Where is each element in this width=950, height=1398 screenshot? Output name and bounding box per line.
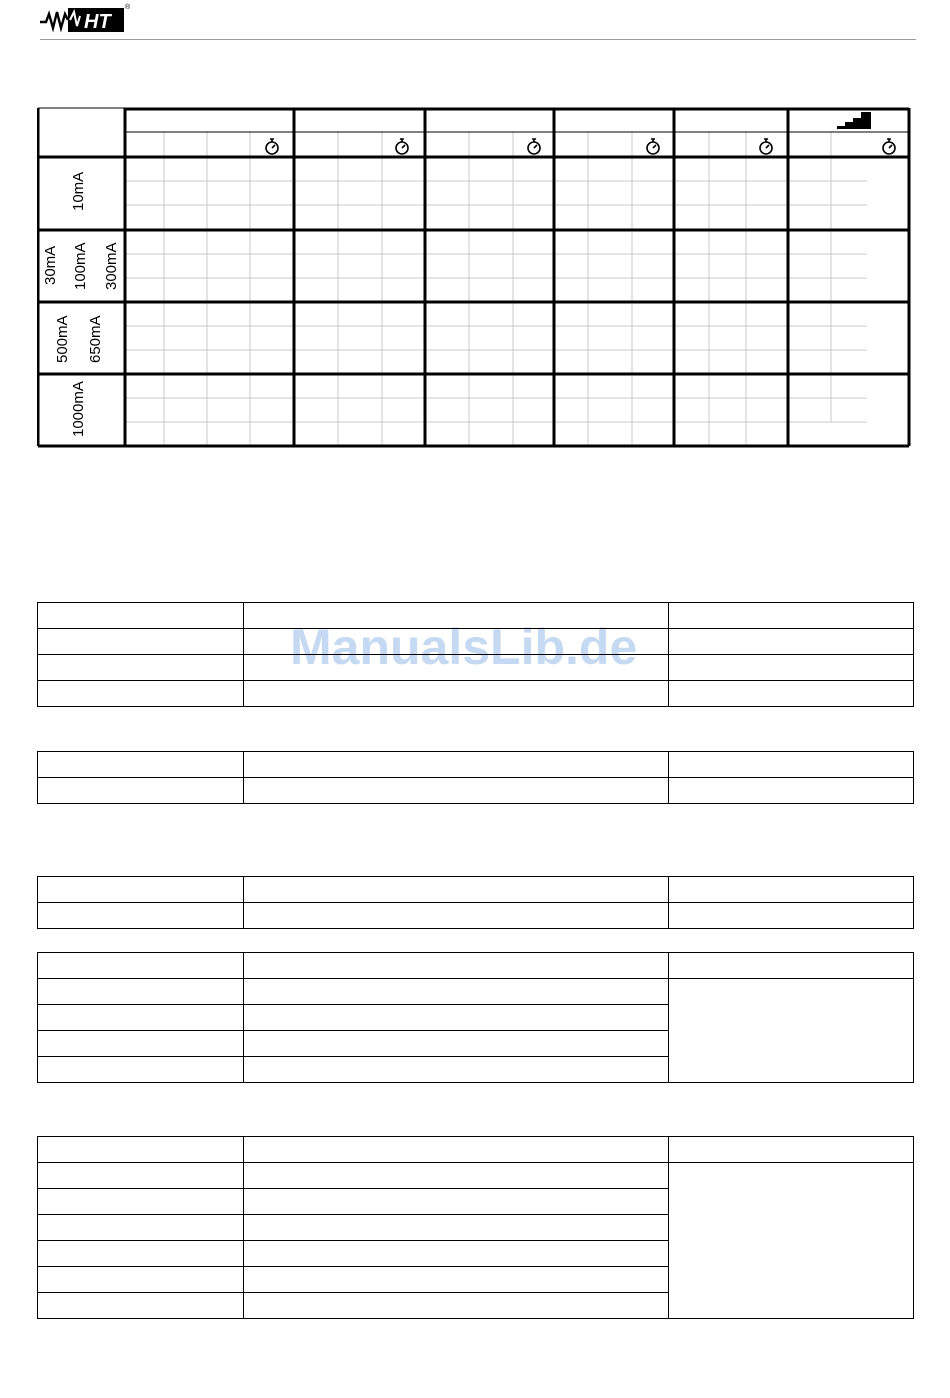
table-cell (38, 1057, 244, 1083)
stopwatch-icon (396, 139, 408, 154)
table-cell (669, 903, 914, 929)
table-cell (244, 1293, 669, 1319)
spec-table-1 (37, 602, 914, 707)
table-cell (38, 1005, 244, 1031)
table-cell (669, 655, 914, 681)
table-row (38, 953, 914, 979)
table-cell (669, 1137, 914, 1163)
watermark: ManualsLib.de (290, 619, 638, 675)
table-cell (38, 603, 244, 629)
stopwatch-icon (528, 139, 540, 154)
table-cell (244, 1005, 669, 1031)
table-cell (244, 877, 669, 903)
table-cell (244, 629, 669, 655)
table-cell (38, 877, 244, 903)
table-cell (38, 681, 244, 707)
header-rule (40, 39, 916, 40)
table-row (38, 629, 914, 655)
table-row (38, 1137, 914, 1163)
stopwatch-icon (647, 139, 659, 154)
page-header (40, 6, 916, 42)
ht-logo (40, 6, 130, 34)
table-cell (244, 681, 669, 707)
table-row (38, 903, 914, 929)
table-cell (669, 752, 914, 778)
table-cell (244, 752, 669, 778)
stopwatch-icon (266, 139, 278, 154)
table-cell (38, 1215, 244, 1241)
table-cell (244, 979, 669, 1005)
row-label-500ma: 500mA (54, 315, 71, 363)
table-row (38, 752, 914, 778)
table-cell (38, 752, 244, 778)
spec-table-4 (37, 952, 914, 1083)
table-cell (669, 603, 914, 629)
table-cell (244, 953, 669, 979)
table-cell (244, 1057, 669, 1083)
table-cell (38, 1031, 244, 1057)
table-cell (244, 1241, 669, 1267)
table-cell (244, 778, 669, 804)
table-cell (244, 655, 669, 681)
row-label-30ma: 30mA (42, 245, 59, 285)
stopwatch-icon (760, 139, 772, 154)
table-row (38, 1163, 914, 1189)
table-cell (244, 1031, 669, 1057)
table-cell (669, 953, 914, 979)
merged-cell (669, 979, 914, 1083)
table-cell (38, 1293, 244, 1319)
logo-box (40, 6, 124, 32)
table-row (38, 979, 914, 1005)
row-label-10ma: 10mA (70, 171, 87, 211)
table-cell (38, 953, 244, 979)
table-cell (38, 1189, 244, 1215)
table-cell (38, 655, 244, 681)
table-cell (38, 778, 244, 804)
row-label-1000ma: 1000mA (70, 381, 87, 437)
table-row (38, 877, 914, 903)
table-cell (669, 629, 914, 655)
spec-table-2 (37, 751, 914, 804)
row-label-300ma: 300mA (103, 242, 120, 290)
merged-cell (669, 1163, 914, 1319)
table-cell (244, 903, 669, 929)
table-cell (38, 1241, 244, 1267)
row-label-100ma: 100mA (72, 242, 89, 290)
table-cell (244, 1163, 669, 1189)
table-cell (669, 877, 914, 903)
table-cell (669, 681, 914, 707)
test-matrix-grid (37, 107, 911, 448)
table-row (38, 603, 914, 629)
table-row (38, 681, 914, 707)
table-cell (244, 1215, 669, 1241)
ramp-icon (827, 112, 871, 129)
table-cell (244, 1189, 669, 1215)
table-cell (669, 778, 914, 804)
grid-lines (37, 107, 911, 448)
table-row (38, 655, 914, 681)
spec-table-5 (37, 1136, 914, 1319)
table-cell (38, 1137, 244, 1163)
table-cell (38, 629, 244, 655)
table-cell (244, 603, 669, 629)
row-label-650ma: 650mA (87, 315, 104, 363)
table-cell (244, 1267, 669, 1293)
table-cell (38, 903, 244, 929)
brand-text: HT (84, 11, 111, 32)
table-cell (38, 1163, 244, 1189)
table-row (38, 778, 914, 804)
spec-table-3 (37, 876, 914, 929)
table-cell (38, 1267, 244, 1293)
registered-mark: ® (125, 4, 131, 11)
table-cell (38, 979, 244, 1005)
stopwatch-icon (883, 139, 895, 154)
table-cell (244, 1137, 669, 1163)
